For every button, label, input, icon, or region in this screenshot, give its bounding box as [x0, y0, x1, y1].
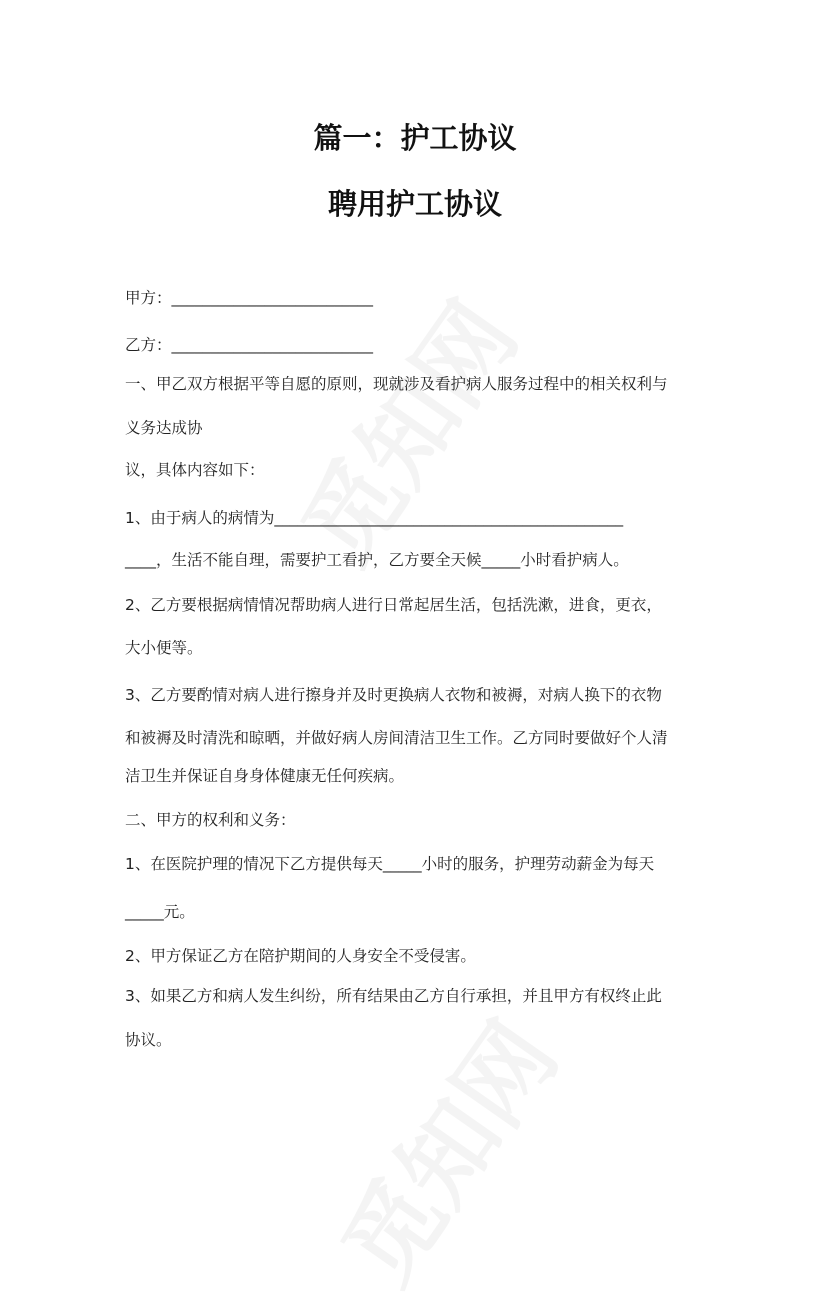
paragraph-line: 1、在医院护理的情况下乙方提供每天_____小时的服务，护理劳动薪金为每天	[125, 855, 655, 873]
paragraph-line: 3、乙方要酌情对病人进行擦身并及时更换病人衣物和被褥，对病人换下的衣物	[125, 686, 662, 704]
watermark	[265, 271, 542, 585]
paragraph-line: 2、甲方保证乙方在陪护期间的人身安全不受侵害。	[125, 947, 476, 965]
section-heading: 二、甲方的权利和义务：	[125, 811, 296, 829]
paragraph-line: 一、甲乙双方根据平等自愿的原则，现就涉及看护病人服务过程中的相关权利与	[125, 375, 668, 393]
paragraph-line: 2、乙方要根据病情情况帮助病人进行日常起居生活，包括洗漱，进食，更衣，	[125, 596, 662, 614]
paragraph-line: 1、由于病人的病情为_____________________________________________	[125, 509, 624, 527]
document-title: 篇一：护工协议	[313, 121, 517, 155]
watermark	[305, 991, 582, 1305]
paragraph-line: _____元。	[125, 903, 195, 921]
paragraph-line: 协议。	[125, 1031, 172, 1049]
paragraph-line: ____，生活不能自理，需要护工看护，乙方要全天候_____小时看护病人。	[125, 551, 629, 569]
paragraph-line: 3、如果乙方和病人发生纠纷，所有结果由乙方自行承担，并且甲方有权终止此	[125, 987, 662, 1005]
paragraph-line: 议，具体内容如下：	[125, 461, 265, 479]
paragraph-line: 大小便等。	[125, 639, 203, 657]
document-subtitle: 聘用护工协议	[327, 187, 502, 221]
party-b-line: 乙方：__________________________	[125, 336, 374, 354]
paragraph-line: 洁卫生并保证自身身体健康无任何疾病。	[125, 767, 405, 785]
paragraph-line: 义务达成协	[125, 419, 203, 437]
paragraph-line: 和被褥及时清洗和晾晒，并做好病人房间清洁卫生工作。乙方同时要做好个人清	[125, 729, 668, 747]
party-a-line: 甲方：__________________________	[125, 289, 374, 307]
